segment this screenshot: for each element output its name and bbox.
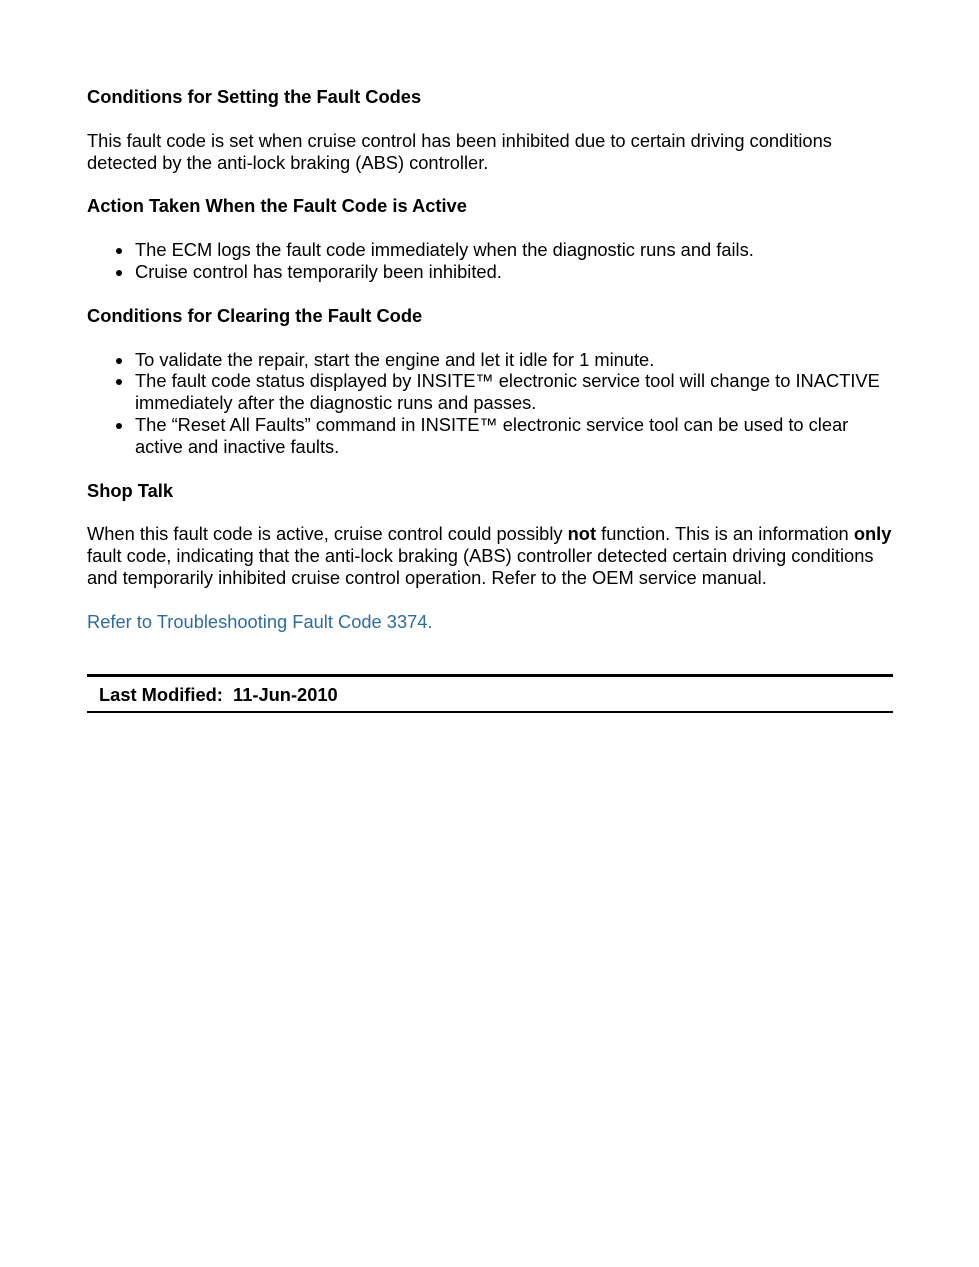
document-body [87, 86, 893, 633]
setting-heading: Conditions for Setting the Fault Codes [87, 86, 422, 107]
bullet-icon [116, 248, 122, 254]
list-item [87, 370, 893, 414]
shop-talk-emphasis: only [853, 523, 892, 545]
shop-talk-body [87, 523, 893, 588]
bullet-icon [116, 270, 122, 276]
action-list [87, 239, 893, 283]
shop-talk-heading: Shop Talk [87, 479, 173, 501]
list-item-text: To validate the repair, start the engine and let it idle for 1 minute. [135, 348, 655, 370]
list-item [87, 414, 893, 458]
bullet-icon [116, 379, 122, 385]
bullet-icon [116, 358, 122, 364]
shop-talk-text: When this fault code is active, cruise control could possibly [87, 523, 568, 545]
list-item-text: The “Reset All Faults” command in INSITE™ electronic service tool can be used to clear active and inactive faults. [135, 413, 849, 457]
troubleshooting-link[interactable]: Refer to Troubleshooting Fault Code 3374. [87, 610, 433, 632]
list-item [87, 349, 893, 371]
list-item-text: Cruise control has temporarily been inhibited. [135, 260, 502, 282]
last-modified-label: Last Modified: 11-Jun-2010 [99, 684, 338, 705]
bullet-icon [116, 423, 122, 429]
list-item [87, 261, 893, 283]
shop-talk-text: function. This is an information [596, 523, 854, 545]
clearing-list [87, 349, 893, 458]
list-item-text: The ECM logs the fault code immediately when the diagnostic runs and fails. [135, 239, 754, 261]
setting-body: This fault code is set when cruise control has been inhibited due to certain driving conditions detected by the anti-lock braking (ABS) controller. [87, 129, 832, 173]
action-heading: Action Taken When the Fault Code is Active [87, 195, 467, 217]
list-item-text: The fault code status displayed by INSITE™ electronic service tool will change to INACTIVE immediately after the diagnostic runs and passes. [135, 370, 880, 414]
shop-talk-text: fault code, indicating that the anti-lock braking (ABS) controller detected certain driving conditions and temporarily inhibited cruise control operation. Refer to the OEM service manual. [87, 545, 874, 588]
shop-talk-emphasis: not [567, 523, 597, 545]
last-modified-bar [87, 674, 893, 713]
clearing-heading: Conditions for Clearing the Fault Code [87, 304, 423, 326]
list-item [87, 239, 893, 261]
